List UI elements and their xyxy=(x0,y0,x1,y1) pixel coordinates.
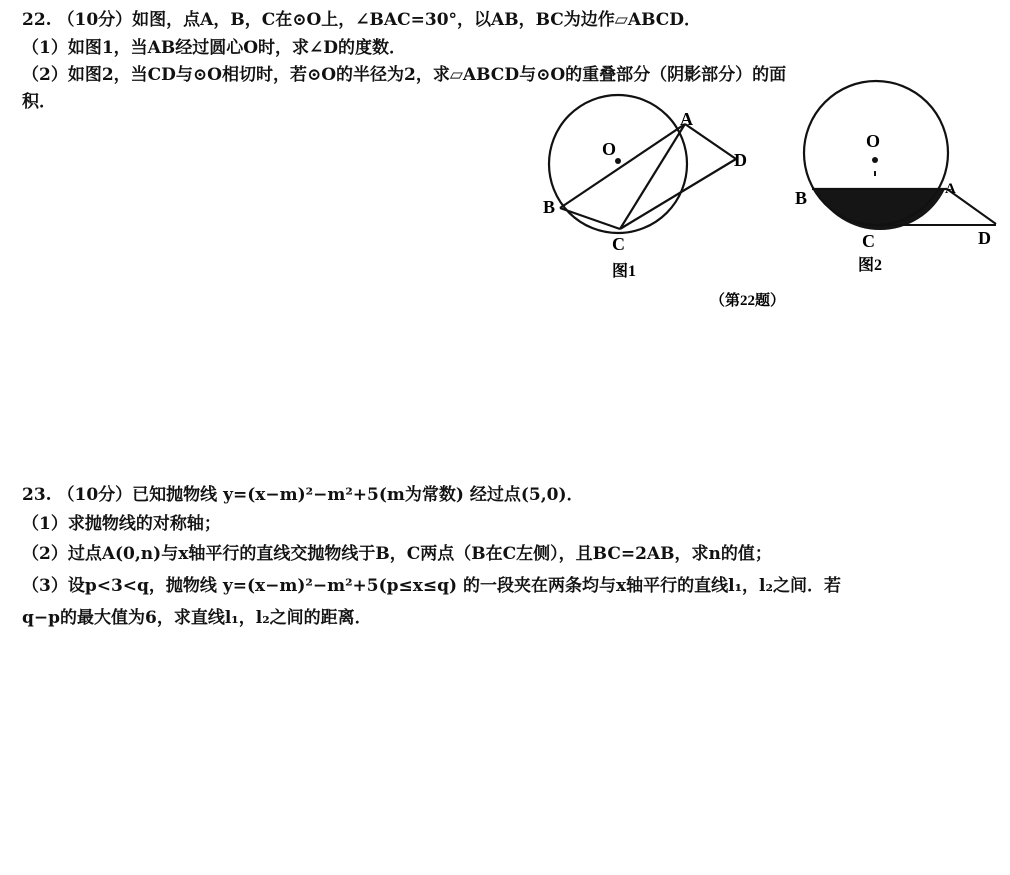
fig1-segment-ac xyxy=(620,124,685,229)
figure-2 xyxy=(795,81,996,274)
fig1-label-c: C xyxy=(612,234,625,254)
q22-figure xyxy=(540,98,1010,313)
fig1-label-b: B xyxy=(543,197,556,217)
q23-line2: （1）求抛物线的对称轴； xyxy=(22,514,221,534)
fig1-label-o: O xyxy=(602,139,617,159)
fig2-caption: 图2 xyxy=(858,257,883,274)
q23-line3: （2）过点A(0,n)与x轴平行的直线交抛物线于B，C两点（B在C左侧），且BC=2AB，求n的值； xyxy=(22,544,772,564)
fig2-label-a: A xyxy=(945,181,956,197)
fig2-label-o: O xyxy=(866,131,881,151)
fig1-segment-ad xyxy=(685,124,736,159)
q23-line4: （3）设p<3<q，抛物线 y=(x−m)²−m²+5(p≤x≤q) 的一段夹在两条均与x轴平行的直线l₁，l₂之间．若 xyxy=(22,576,841,596)
fig2-label-c: C xyxy=(862,231,875,251)
fig1-label-d: D xyxy=(734,150,747,170)
fig2-label-b: B xyxy=(795,188,808,208)
fig1-segment-cd xyxy=(620,159,736,229)
fig1-label-a: A xyxy=(680,109,693,129)
q22-line2: （1）如图1，当AB经过圆心O时，求∠D的度数． xyxy=(22,38,407,58)
geometry-figures-svg xyxy=(540,98,1010,313)
fig1-segment-bc xyxy=(560,208,620,229)
fig2-label-d: D xyxy=(978,228,991,248)
q22-line1: 22. （10分）如图，点A，B，C在⊙O上，∠BAC=30°，以AB，BC为边作▱ABCD． xyxy=(22,10,702,30)
q22-line4: 积． xyxy=(22,92,56,112)
q23-line1: 23. （10分）已知抛物线 y=(x−m)²−m²+5(m为常数) 经过点(5,0)． xyxy=(22,485,584,505)
fig1-segment-ab xyxy=(560,124,685,208)
figure-1 xyxy=(543,95,747,280)
q22-line3: （2）如图2，当CD与⊙O相切时，若⊙O的半径为2，求▱ABCD与⊙O的重叠部分（阴影部分）的面 xyxy=(22,65,787,85)
fig1-caption: 图1 xyxy=(612,263,637,280)
q23-line5: q−p的最大值为6，求直线l₁，l₂之间的距离． xyxy=(22,608,372,628)
fig2-center-dot xyxy=(872,157,878,163)
figure-caption: （第22题） xyxy=(710,293,786,309)
